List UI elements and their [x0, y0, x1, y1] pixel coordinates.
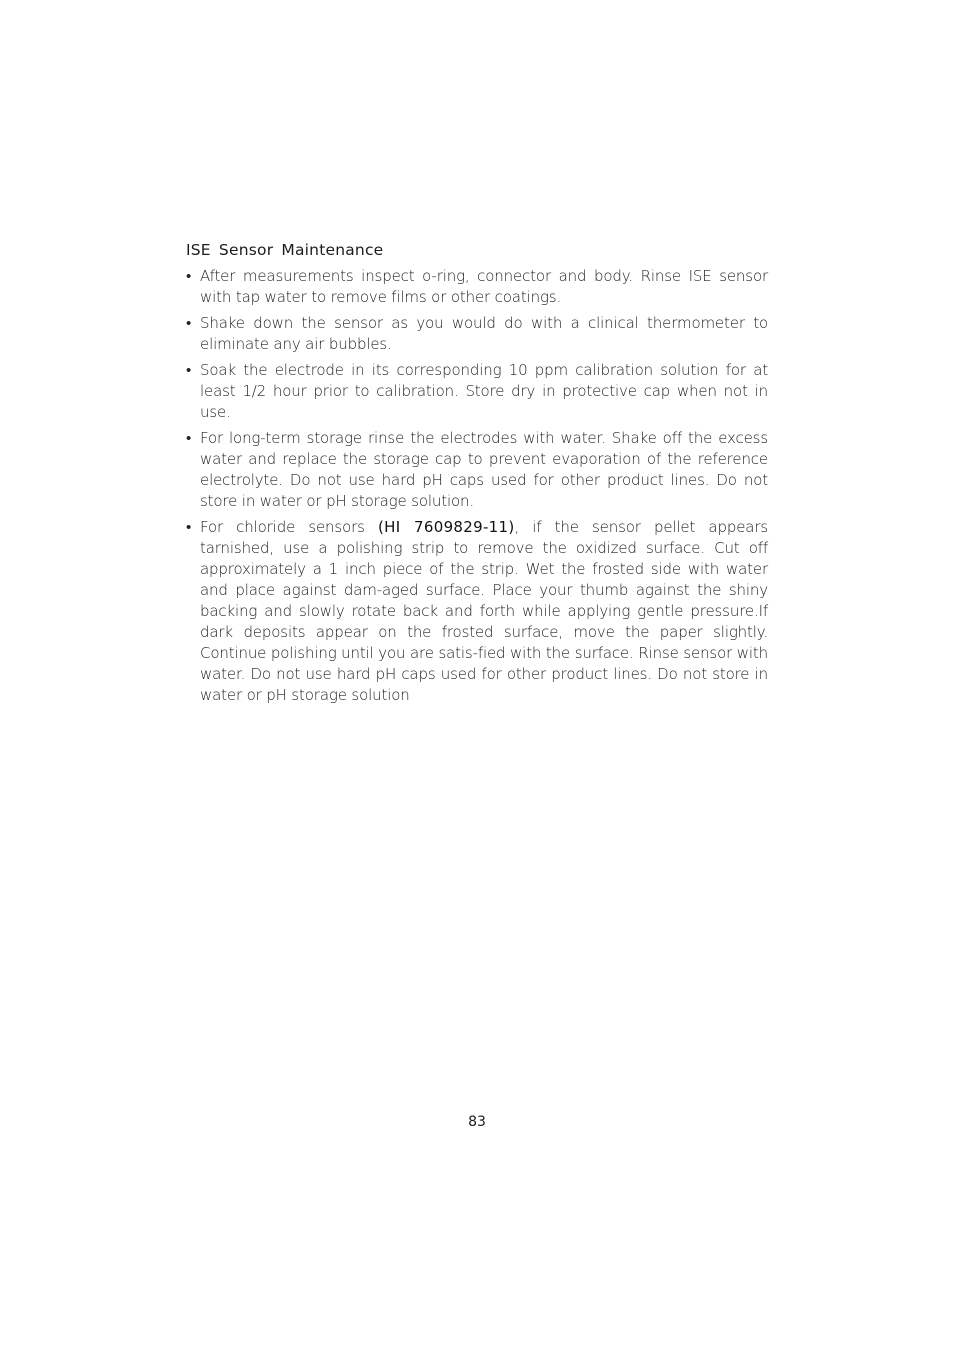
list-item-text: Shake down the sensor as you would do with a clinical thermometer to eliminate any air bubbles.	[200, 314, 768, 353]
page-number: 83	[468, 1114, 486, 1130]
list-item-text: Soak the electrode in its corresponding 10 ppm calibration solution for at least 1/2 hour prior to calibration. Store dry in protective cap when not in use.	[200, 361, 768, 421]
list-item	[186, 360, 768, 423]
list-item	[186, 428, 768, 512]
maintenance-section	[186, 240, 768, 711]
list-item-text: For long-term storage rinse the electrodes with water. Shake off the excess water and replace the storage cap to prevent evaporation of the reference electrolyte. Do not use hard pH caps used for other product lines. Do not store in water or pH storage solution.	[200, 429, 768, 510]
list-item	[186, 313, 768, 355]
list-item-text-after: , if the sensor pellet appears tarnished, use a polishing strip to remove the oxidized surface. Cut off approximately a 1 inch piece of the strip. Wet the frosted side with water and place against dam-aged surface. Place your thumb against the shiny backing and slowly rotate back and forth while applying gentle pressure.If dark deposits appear on the frosted surface, move the paper slightly. Continue polishing until you are satis-fied with the surface. Rinse sensor with water. Do not use hard pH caps used for other product lines. Do not store in water or pH storage solution	[200, 518, 768, 704]
bullet-icon: •	[186, 361, 192, 379]
maintenance-list	[186, 266, 768, 706]
list-item	[186, 266, 768, 308]
bullet-icon: •	[186, 314, 192, 332]
list-item-text-before: For chloride sensors	[200, 518, 378, 536]
list-item	[186, 517, 768, 706]
list-item-text: After measurements inspect o-ring, connector and body. Rinse ISE sensor with tap water to remove films or other coatings.	[200, 267, 768, 306]
bullet-icon: •	[186, 518, 192, 536]
bullet-icon: •	[186, 267, 192, 285]
bullet-icon: •	[186, 429, 192, 447]
section-heading: ISE Sensor Maintenance	[186, 241, 384, 259]
product-code: (HI 7609829-11)	[377, 518, 515, 536]
